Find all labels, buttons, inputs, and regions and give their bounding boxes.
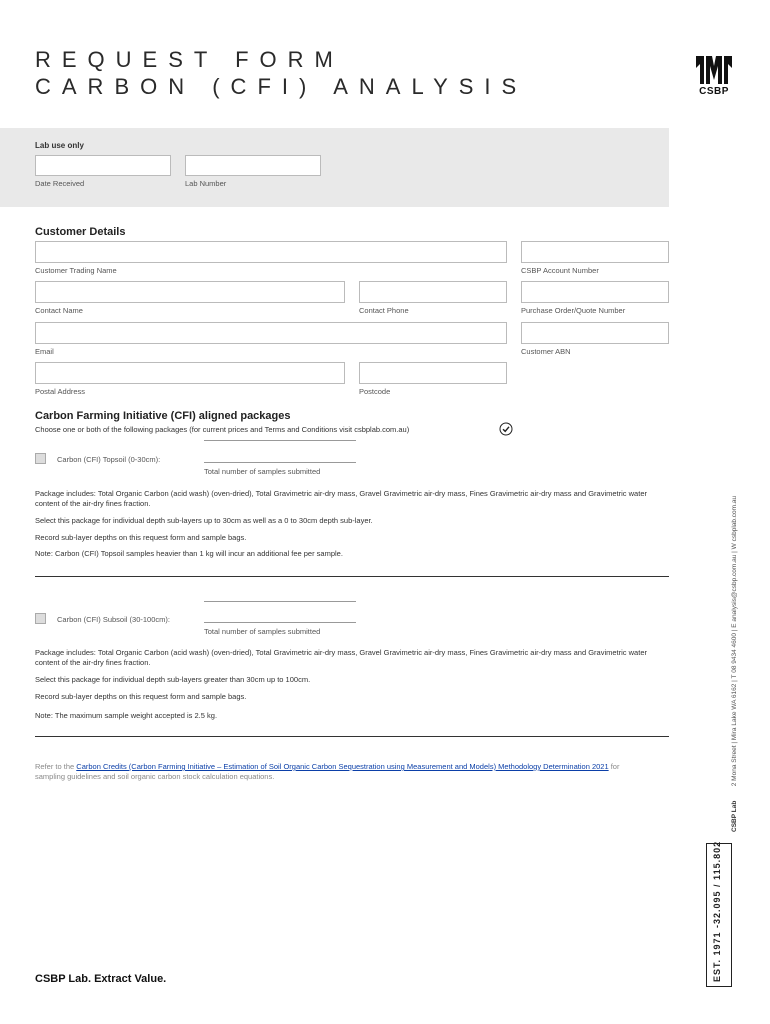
section-divider-2 xyxy=(35,736,669,737)
topsoil-package-includes: Package includes: Total Organic Carbon (acid wash) (oven-dried), Total Gravimetric air-dry mass, Gravel Gravimetric air-dry mass, Fines Gravimetric air-dry mass and Gravimetric water content of the air-dry fines fraction. xyxy=(35,489,647,508)
customer-trading-name-field[interactable] xyxy=(35,241,507,263)
subsoil-label: Carbon (CFI) Subsoil (30-100cm): xyxy=(57,615,170,624)
contact-name-label: Contact Name xyxy=(35,306,83,315)
title-line-1: REQUEST FORM xyxy=(35,47,344,72)
csbp-account-number-field[interactable] xyxy=(521,241,669,263)
topsoil-depth-note: Select this package for individual depth sub-layers up to 30cm as well as a 0 to 30cm depth sub-layer. xyxy=(35,516,373,525)
purchase-order-field[interactable] xyxy=(521,281,669,303)
contact-phone-label: Contact Phone xyxy=(359,306,409,315)
title-line-2: CARBON (CFI) ANALYSIS xyxy=(35,74,528,99)
topsoil-top-line xyxy=(204,440,356,441)
topsoil-checkbox[interactable] xyxy=(35,453,46,464)
section-divider xyxy=(35,576,669,577)
sidebar-address: 2 Mona Street | Mira Lake WA 6162 | T 08 9434 4600 | E analysis@csbp.com.au | W csbplab.com.au xyxy=(731,495,738,787)
lab-use-heading: Lab use only xyxy=(35,141,84,150)
lab-number-field[interactable] xyxy=(185,155,321,176)
customer-abn-field[interactable] xyxy=(521,322,669,344)
subsoil-total-samples-input[interactable] xyxy=(204,606,356,623)
reference-suffix: for sampling guidelines and soil organic carbon stock calculation equations. xyxy=(35,762,620,781)
contact-name-field[interactable] xyxy=(35,281,345,303)
purchase-order-label: Purchase Order/Quote Number xyxy=(521,306,626,315)
cfi-heading: Carbon Farming Initiative (CFI) aligned packages xyxy=(35,410,291,422)
date-received-label: Date Received xyxy=(35,179,85,188)
subsoil-weight-note: Note: The maximum sample weight accepted is 2.5 kg. xyxy=(35,711,218,720)
subsoil-total-samples-label: Total number of samples submitted xyxy=(204,627,321,636)
subsoil-checkbox[interactable] xyxy=(35,613,46,624)
topsoil-weight-note: Note: Carbon (CFI) Topsoil samples heavier than 1 kg will incur an additional fee per sample. xyxy=(35,549,343,558)
sidebar-contact-strip xyxy=(723,432,738,832)
logo-text: CSBP xyxy=(699,86,729,97)
postal-address-label: Postal Address xyxy=(35,387,86,396)
reference-prefix: Refer to the xyxy=(35,762,77,771)
email-field[interactable] xyxy=(35,322,507,344)
customer-abn-label: Customer ABN xyxy=(521,347,571,356)
email-label: Email xyxy=(35,347,54,356)
methodology-link[interactable]: Carbon Credits (Carbon Farming Initiative – Estimation of Soil Organic Carbon Sequestration using Measurement and Models) Methodology Determination 2021 xyxy=(76,762,609,771)
subsoil-record-note: Record sub-layer depths on this request form and sample bags. xyxy=(35,692,247,701)
topsoil-total-samples-label: Total number of samples submitted xyxy=(204,467,321,476)
est-coordinates-box xyxy=(706,840,732,987)
topsoil-label: Carbon (CFI) Topsoil (0-30cm): xyxy=(57,455,161,464)
date-received-field[interactable] xyxy=(35,155,171,176)
sidebar-brand: CSBP Lab xyxy=(731,800,738,832)
customer-trading-name-label: Customer Trading Name xyxy=(35,266,117,275)
subsoil-top-line xyxy=(204,601,356,602)
customer-details-heading: Customer Details xyxy=(35,226,126,238)
check-circle-icon xyxy=(499,422,513,441)
subsoil-depth-note: Select this package for individual depth sub-layers greater than 30cm up to 100cm. xyxy=(35,675,311,684)
topsoil-record-note: Record sub-layer depths on this request form and sample bags. xyxy=(35,533,247,542)
cfi-intro: Choose one or both of the following packages (for current prices and Terms and Conditions visit csbplab.com.au) xyxy=(35,425,410,434)
topsoil-total-samples-input[interactable] xyxy=(204,446,356,463)
csbp-account-number-label: CSBP Account Number xyxy=(521,266,599,275)
contact-phone-field[interactable] xyxy=(359,281,507,303)
subsoil-package-includes: Package includes: Total Organic Carbon (acid wash) (oven-dried), Total Gravimetric air-dry mass, Gravel Gravimetric air-dry mass, Fines Gravimetric air-dry mass and Gravimetric water content of the air-dry fines fraction. xyxy=(35,648,647,667)
logo-mark-icon xyxy=(694,52,734,86)
postcode-label: Postcode xyxy=(359,387,391,396)
methodology-reference xyxy=(35,762,645,782)
postal-address-field[interactable] xyxy=(35,362,345,384)
postcode-field[interactable] xyxy=(359,362,507,384)
lab-number-label: Lab Number xyxy=(185,179,227,188)
tagline: CSBP Lab. Extract Value. xyxy=(35,973,167,985)
est-coordinates-text: EST. 1971 -32.095 / 115.802 xyxy=(712,840,722,982)
